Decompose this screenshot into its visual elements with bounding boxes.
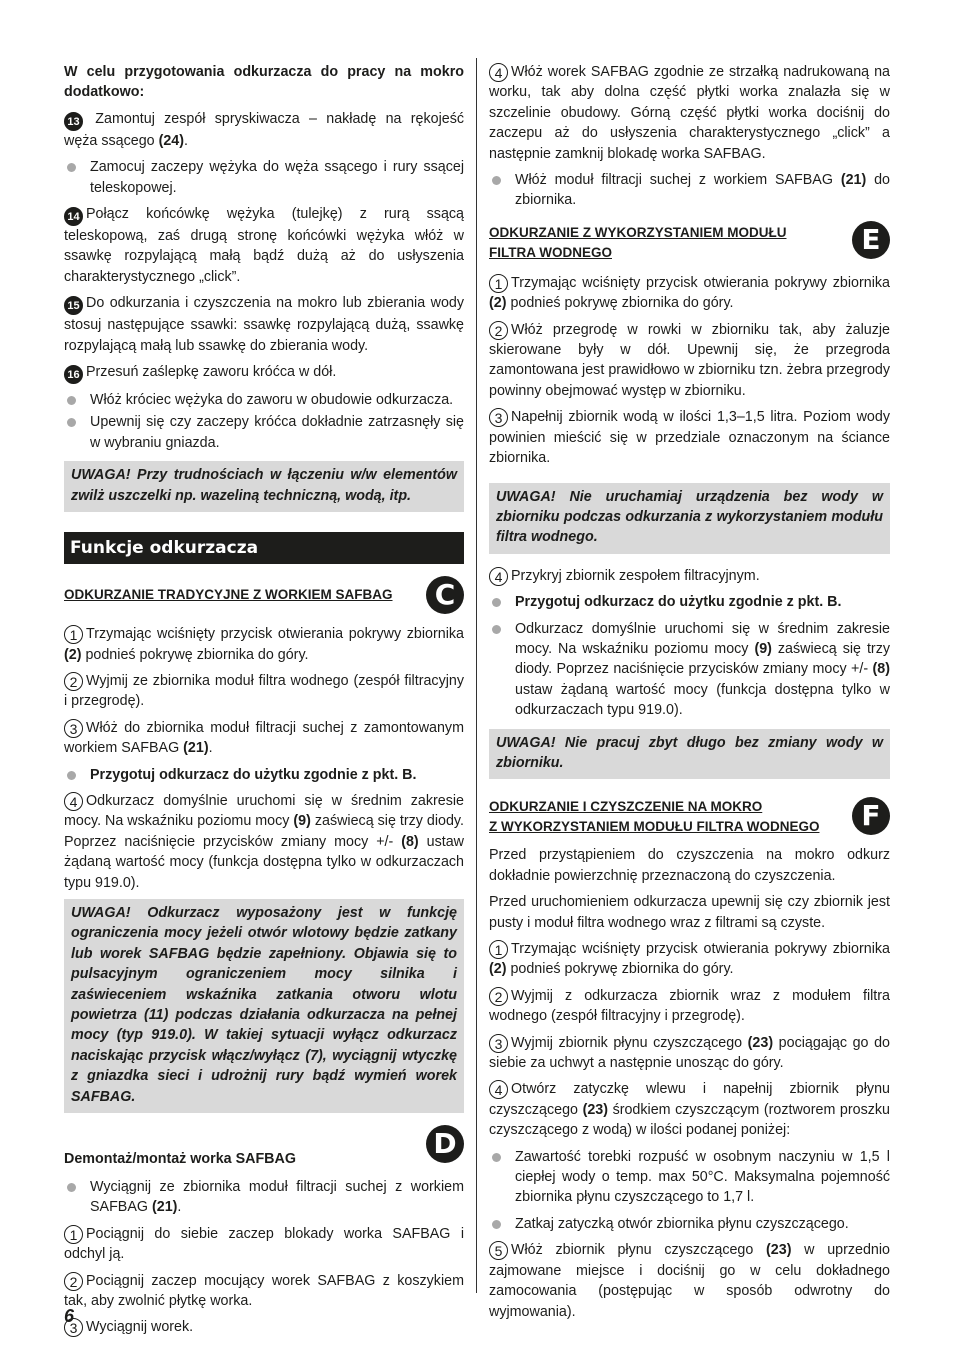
step-e1: 1 Trzymając wciśnięty przycisk otwierania pokrywy zbiornika (2) podnieś pokrywę zbiornika do góry. xyxy=(489,274,890,312)
step-13: 13 Zamontuj zespół spryskiwacza – nakładę na rękojeść węża ssącego (24). xyxy=(64,110,464,149)
bullet-power-level: Odkurzacz domyślnie uruchomi się w średnim zakresie mocy. Na wskaźniku poziomu mocy (9) zaświecą się trzy diody. Poprzez naciśnięcie przycisków zmiany mocy +/- (8) ustaw żądaną wartość mocy (funkcja dostępna tylko w odkurzaczach typu 919.0). xyxy=(489,619,890,721)
warning-note-power-limit: UWAGA! Odkurzacz wyposażony jest w funkcję ograniczenia mocy jeżeli otwór wlotowy będzie zatkany lub worek SAFBAG będzie zapełniony. Objawia się to pulsacyjnym ograniczeniem mocy silnika i zaświeceniem wskaźnika zatkania otworu wlotu powietrza (11) podczas działania odkurzacza na pełnej mocy (typ 919.0). W takiej sytuacji wyłącz odkurzacz naciskając przycisk włącz/wyłącz (7), wyciągnij wtyczkę z gniazdka sieci i udrożnij rury bądź wymień worek SAFBAG. xyxy=(64,899,464,1113)
step-14: 14 Połącz końcówkę wężyka (tulejkę) z rurą ssącą teleskopową, zaś drugą stronę końcówki wężyka włóż w ssawkę rozpylającą małą bądź dużą aż do usłyszenia charakterystycznego „click”. xyxy=(64,206,464,285)
step-d4: 4 Włóż worek SAFBAG zgodnie ze strzałką nadrukowaną na worku, tak aby dolna część płytki worka znalazła się w szczelinie obudowy. Górną część płytki worka dociśnij do zaczepu aż do usłyszenia charakterystycznego „click” a następnie zamknij blokadę worka SAFBAG. xyxy=(489,64,890,162)
bullet-plug: Zatkaj zatyczką otwór zbiornika płynu czyszczącego. xyxy=(489,1214,890,1234)
step-e3: 3 Napełnij zbiornik wodą w ilości 1,3–1,5 litra. Poziom wody powinien mieścić się w przedziale oznaczonym na ściance zbiornika. xyxy=(489,409,890,467)
bullet-prepare-b-e: Przygotuj odkurzacz do użytku zgodnie z pkt. B. xyxy=(489,592,890,612)
left-column xyxy=(64,62,464,1344)
wet-prep-intro: W celu przygotowania odkurzacza do pracy na mokro dodatkowo: xyxy=(64,64,464,101)
step-e2: 2 Włóż przegrodę w rowki w zbiorniku tak, aby żaluzje skierowane były w dół. Upewnij się, że przegroda zamontowana jest prawidłowo w zbiorniku tzn. żebra przegrody powinny obejmować występ w zbiorniku. xyxy=(489,321,890,399)
step-c4: 4 Odkurzacz domyślnie uruchomi się w średnim zakresie mocy. Na wskaźniku poziomu mocy (9) zaświecą się trzy diody. Poprzez naciśnięcie przycisków zmiany mocy +/- (8) ustaw żądaną wartość mocy (funkcja dostępna tylko w odkurzaczach typu 919.0). xyxy=(64,792,464,891)
warning-note-no-water: UWAGA! Nie uruchamiaj urządzenia bez wody w zbiorniku podczas odkurzania z wykorzystaniem modułu filtra wodnego. xyxy=(489,483,890,554)
step-f1: 1 Trzymając wciśnięty przycisk otwierania pokrywy zbiornika (2) podnieś pokrywę zbiornika do góry. xyxy=(489,941,890,978)
step-e4: 4 Przykryj zbiornik zespołem filtracyjnym. xyxy=(489,566,890,586)
section-c-header: ODKURZANIE TRADYCYJNE Z WORKIEM SAFBAG C xyxy=(64,578,464,616)
bullet-insert-nozzle: Włóż króciec wężyka do zaworu w obudowie odkurzacza. xyxy=(64,390,464,410)
bullet-hose-clips: Zamocuj zaczepy wężyka do węża ssącego i rury ssącej teleskopowej. xyxy=(64,157,464,198)
section-c-badge: C xyxy=(426,576,464,614)
section-e-badge: E xyxy=(852,221,890,259)
step-f3: 3 Wyjmij zbiornik płynu czyszczącego (23) pociągając go do siebie za uchwyt a następnie unosząc do góry. xyxy=(489,1034,890,1072)
page-number: 6 xyxy=(64,1306,75,1326)
step-c3: 3 Włóż do zbiornika moduł filtracji suchej z zamontowanym workiem SAFBAG (21). xyxy=(64,719,464,757)
step-f2: 2 Wyjmij z odkurzacza zbiornik wraz z modułem filtra wodnego (zespół filtracyjny i przegrodę). xyxy=(489,987,890,1025)
section-f-badge: F xyxy=(852,797,890,835)
right-column xyxy=(489,62,890,1328)
column-divider xyxy=(476,58,477,1293)
bullet-insert-module: Włóż moduł filtracji suchej z workiem SAFBAG (21) do zbiornika. xyxy=(489,170,890,211)
section-d-badge: D xyxy=(426,1125,464,1163)
bullet-remove-module: Wyciągnij ze zbiornika moduł filtracji suchej z workiem SAFBAG (21). xyxy=(64,1177,464,1218)
step-number-13: 13 xyxy=(64,112,83,131)
step-f5: 5 Włóż zbiornik płynu czyszczącego (23) w uprzednio zajmowane miejsce i dociśnij go w celu dokładnego zamocowania (postępując w sposób odwrotny do wyjmowania). xyxy=(489,1242,890,1320)
section-title: Funkcje odkurzacza xyxy=(64,532,464,564)
f-intro-1: Przed przystąpieniem do czyszczenia na mokro odkurz dokładnie powierzchnię przeznaczoną do czyszczenia. xyxy=(489,847,890,884)
section-e-header: ODKURZANIE Z WYKORZYSTANIEM MODUŁU FILTRA WODNEGO E xyxy=(489,223,890,265)
warning-note-seals: UWAGA! Przy trudnościach w łączeniu w/w elementów zwilż uszczelki np. wazeliną techniczną, wodą, itp. xyxy=(64,461,464,512)
f-intro-2: Przed uruchomieniem odkurzacza upewnij się czy zbiornik jest pusty i moduł filtra wodnego wraz z filtrami są czyste. xyxy=(489,894,890,931)
step-16: 16 Przesuń zaślepkę zaworu króćca w dół. xyxy=(64,362,464,384)
bullet-check-clips: Upewnij się czy zaczepy króćca dokładnie zatrzasnęły się w wybraniu gniazda. xyxy=(64,412,464,453)
section-f-header: ODKURZANIE I CZYSZCZENIE NA MOKRO Z WYKORZYSTANIEM MODUŁU FILTRA WODNEGO F xyxy=(489,797,890,837)
warning-note-change-water: UWAGA! Nie pracuj zbyt długo bez zmiany wody w zbiorniku. xyxy=(489,729,890,780)
section-d-header: Demontaż/montaż worka SAFBAG D xyxy=(64,1125,464,1169)
step-d3: 3 Wyciągnij worek. xyxy=(64,1317,464,1337)
step-c1: 1 Trzymając wciśnięty przycisk otwierania pokrywy zbiornika (2) podnieś pokrywę zbiornika do góry. xyxy=(64,626,464,663)
step-d1: 1 Pociągnij do siebie zaczep blokady worka SAFBAG i odchyl ją. xyxy=(64,1225,464,1263)
bullet-dissolve: Zawartość torebki rozpuść w osobnym naczyniu w 1,5 l ciepłej wody o temp. max 50°C. Maksymalna pojemność zbiornika płynu czyszczącego to 1,7 l. xyxy=(489,1147,890,1208)
step-d2: 2 Pociągnij zaczep mocujący worek SAFBAG z koszykiem tak, aby zwolnić płytkę worka. xyxy=(64,1272,464,1310)
step-c2: 2 Wyjmij ze zbiornika moduł filtra wodnego (zespół filtracyjny i przegrodę). xyxy=(64,672,464,710)
step-15: 15 Do odkurzania i czyszczenia na mokro lub zbierania wody stosuj następujące ssawki: ssawkę rozpylającą dużą, ssawkę rozpylającą małą lub ssawkę do zbierania wody. xyxy=(64,295,464,354)
step-f4: 4 Otwórz zatyczkę wlewu i napełnij zbiornik płynu czyszczącego (23) środkiem czyszczącym (roztworem proszku czyszczącego z wodą) w ilości podanej poniżej: xyxy=(489,1081,890,1139)
bullet-prepare-b: Przygotuj odkurzacz do użytku zgodnie z pkt. B. xyxy=(64,765,464,785)
